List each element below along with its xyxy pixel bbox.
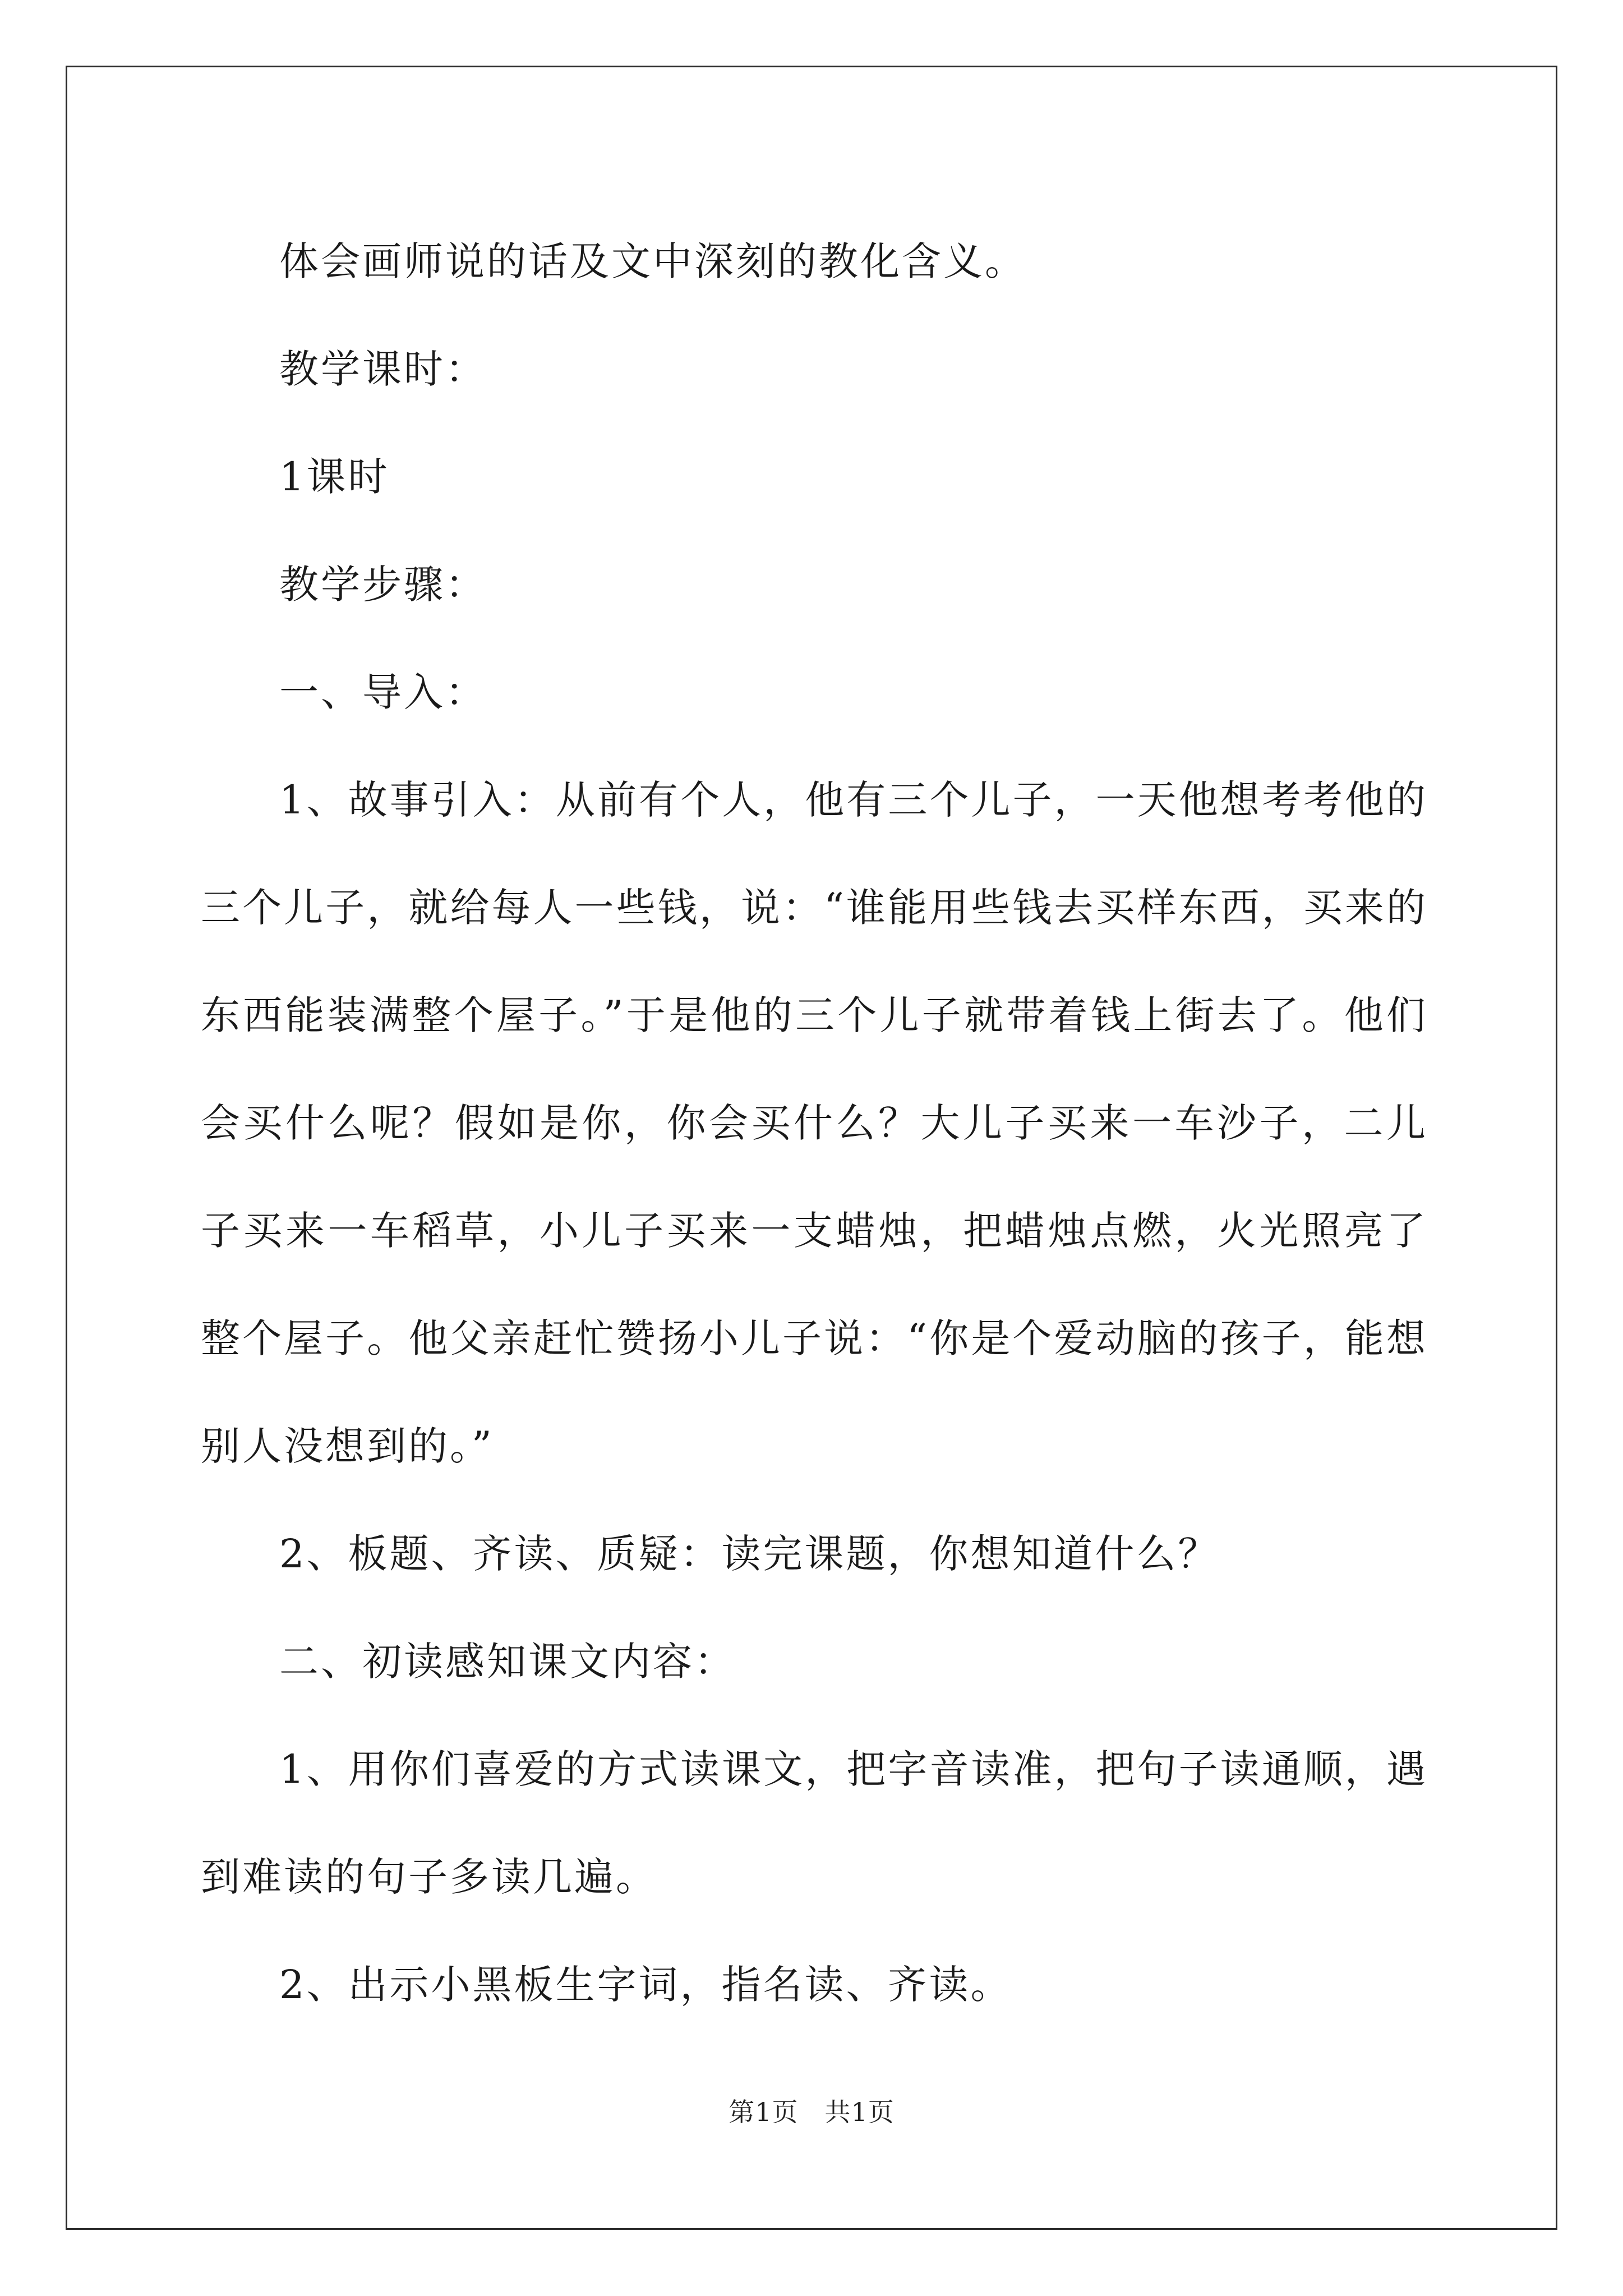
paragraph-section-first-reading: 二、初读感知课文内容： <box>279 1639 736 1685</box>
document-body <box>201 208 1428 2039</box>
page-footer <box>0 2095 1623 2129</box>
paragraph-read-aloud: 1、用你们喜爱的方式读课文，把字音读准，把句子读通顺，遇到难读的句子多读几遍。 <box>201 1746 1428 1900</box>
paragraph-section-intro: 一、导入： <box>279 669 487 715</box>
paragraph-story: 1、故事引入：从前有个人，他有三个儿子，一天他想考考他的三个儿子，就给每人一些钱，说：“谁能用些钱去买样东西，买来的东西能装满整个屋子。”于是他的三个儿子就带着钱上街去了。他们会买什么呢？假如是你，你会买什么？大儿子买来一车沙子，二儿子买来一车稻草，小儿子买来一支蜡烛，把蜡烛点燃，火光照亮了整个屋子。他父亲赶忙赞扬小儿子说：“你是个爱动脑的孩子，能想别人没想到的。” <box>201 777 1428 1469</box>
paragraph-steps-heading: 教学步骤： <box>279 562 487 608</box>
paragraph-teaching-goal: 体会画师说的话及文中深刻的教化含义。 <box>279 238 1026 284</box>
paragraph-class-hours-heading: 教学课时： <box>279 346 487 392</box>
page-number: 第1页 <box>728 2097 799 2127</box>
paragraph-vocabulary: 2、出示小黑板生字词，指名读、齐读。 <box>279 1962 1012 2008</box>
paragraph-title-question: 2、板题、齐读、质疑：读完课题，你想知道什么？ <box>279 1531 1220 1577</box>
paragraph-class-hours-value: 1课时 <box>279 454 390 500</box>
page-total: 共1页 <box>824 2097 895 2127</box>
